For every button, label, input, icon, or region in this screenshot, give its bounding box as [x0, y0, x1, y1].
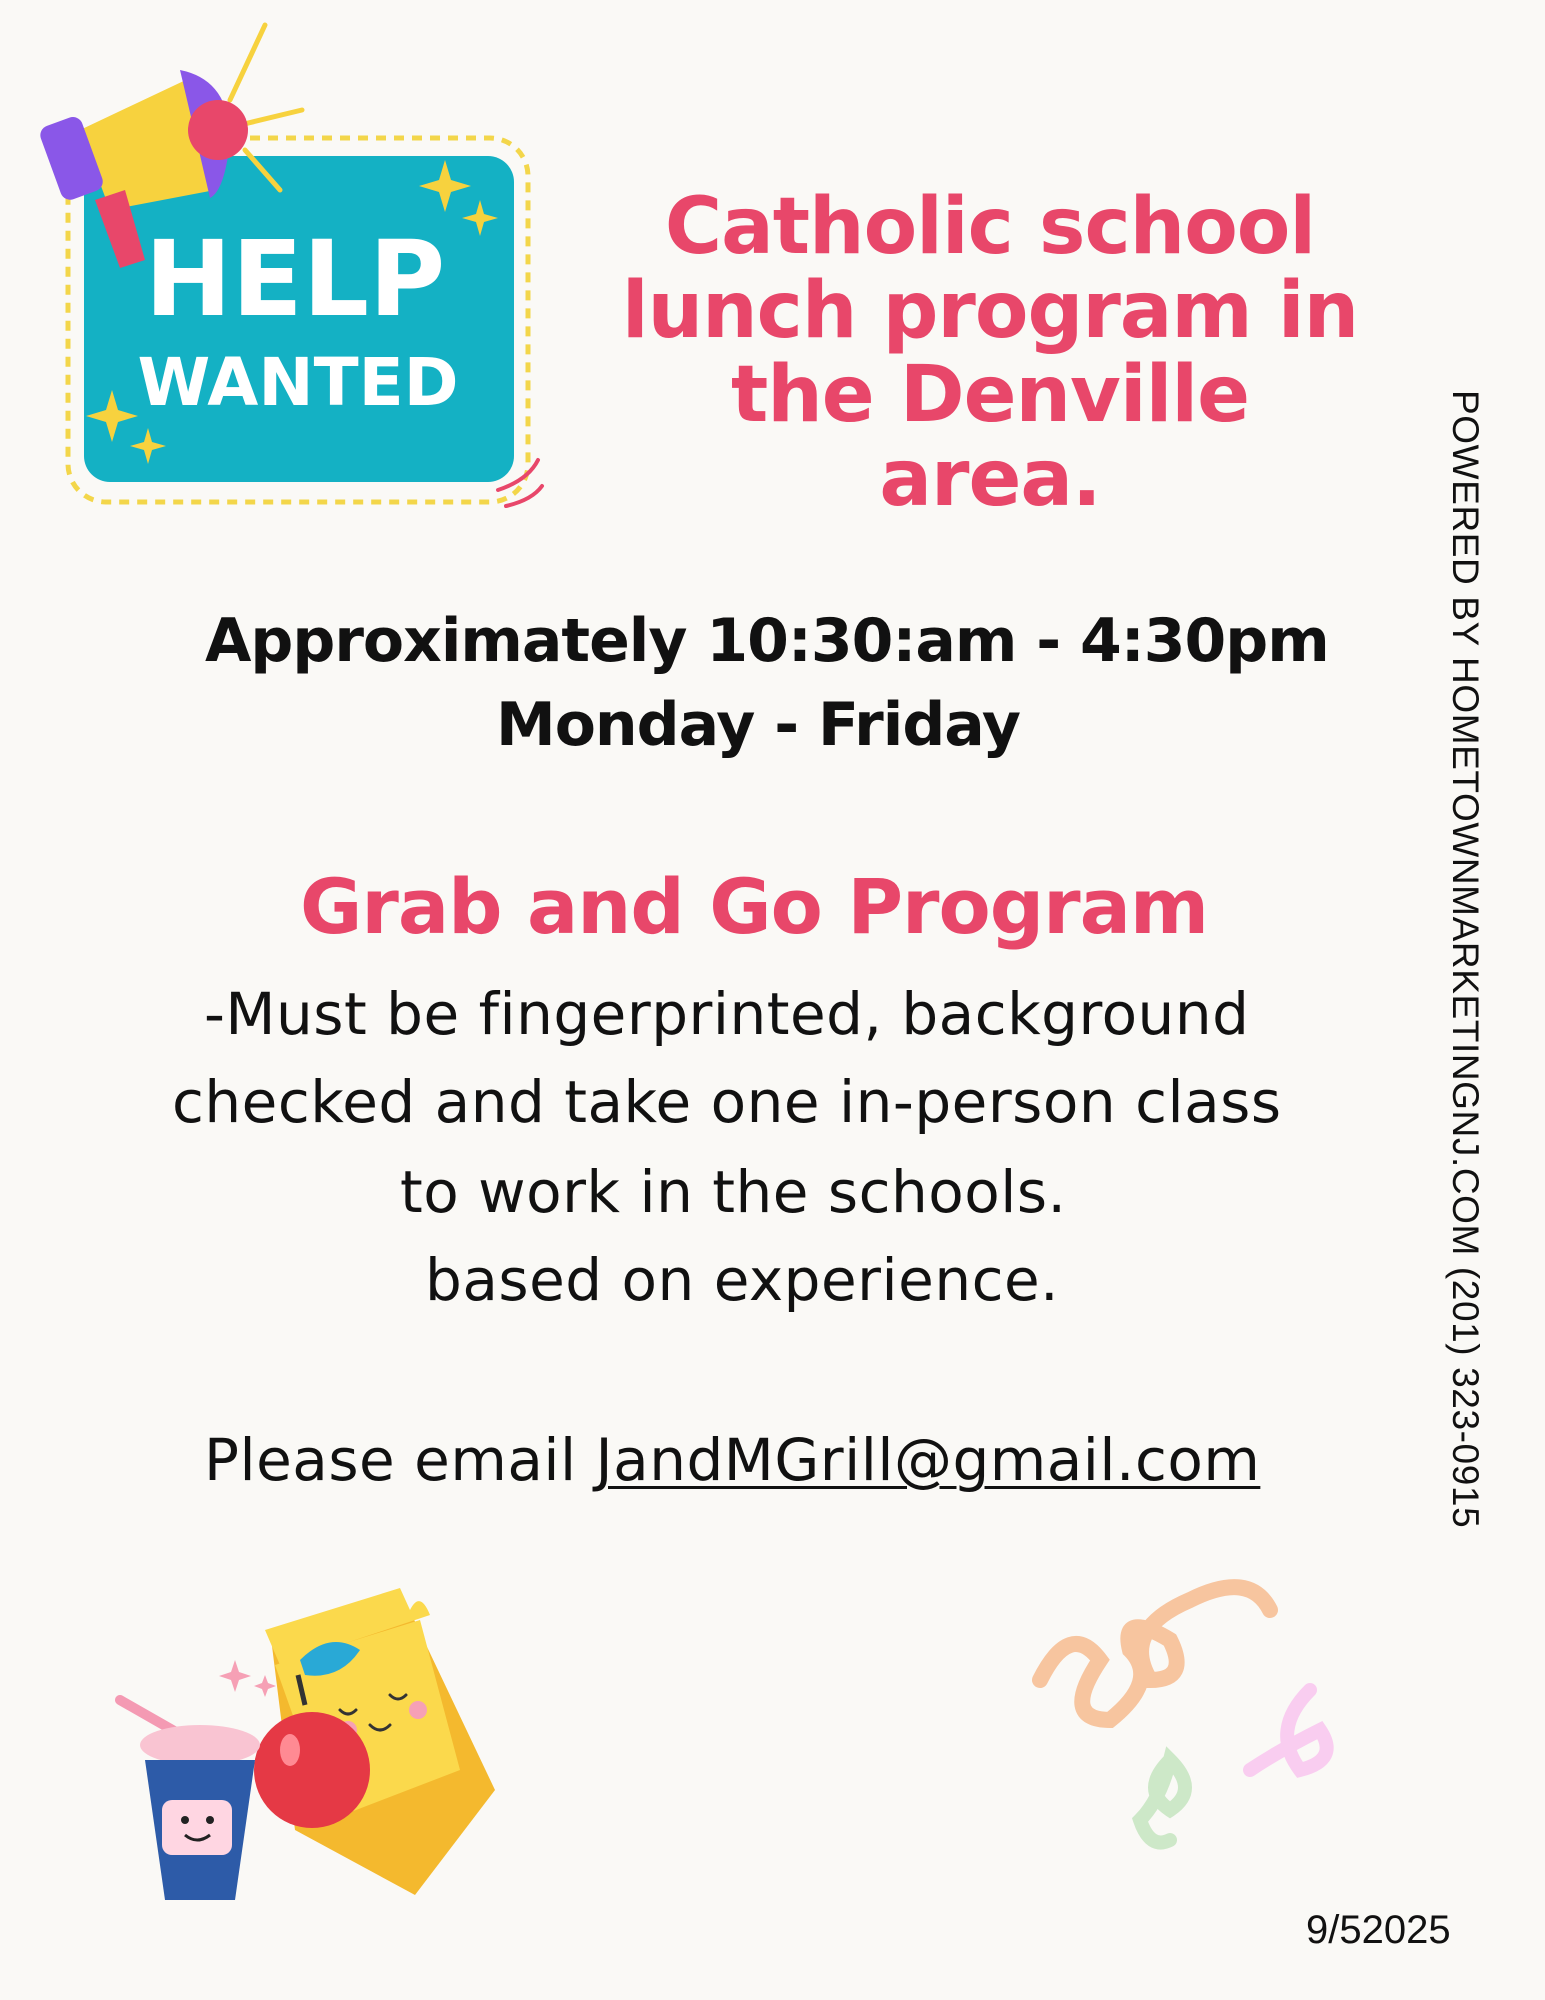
- requirement-line-4: based on experience.: [425, 1246, 1060, 1314]
- sparkle-icon: [219, 1660, 276, 1697]
- sign-wanted-text: WANTED: [137, 344, 459, 421]
- email-link[interactable]: JandMGrill@gmail.com: [595, 1426, 1261, 1494]
- headline-line-1: Catholic school: [664, 182, 1316, 272]
- powered-by-text: POWERED BY HOMETOWNMARKETINGNJ.COM (201) 323-0915: [1445, 390, 1486, 1529]
- headline-line-3: the Denville area.: [730, 350, 1249, 524]
- drink-cup-icon: [120, 1700, 260, 1900]
- confetti-squiggle-icon: [1020, 1560, 1400, 1900]
- sign-help-text: HELP: [144, 218, 446, 340]
- contact-line: [204, 1426, 1260, 1494]
- lunch-illustration: [100, 1570, 520, 1950]
- headline-line-2: lunch program in: [621, 266, 1359, 356]
- help-wanted-sign: [40, 20, 560, 540]
- headline: [620, 182, 1360, 524]
- requirement-line-1: -Must be fingerprinted, background: [204, 980, 1250, 1048]
- hours-days: Monday - Friday: [496, 690, 1021, 760]
- program-title: Grab and Go Program: [300, 862, 1209, 951]
- requirement-line-2: checked and take one in-person class: [172, 1068, 1282, 1136]
- hours-time: Approximately 10:30:am - 4:30pm: [205, 606, 1329, 676]
- date-stamp: 9/52025: [1306, 1908, 1451, 1952]
- contact-prefix: Please email: [204, 1426, 596, 1494]
- requirement-line-3: to work in the schools.: [400, 1158, 1067, 1226]
